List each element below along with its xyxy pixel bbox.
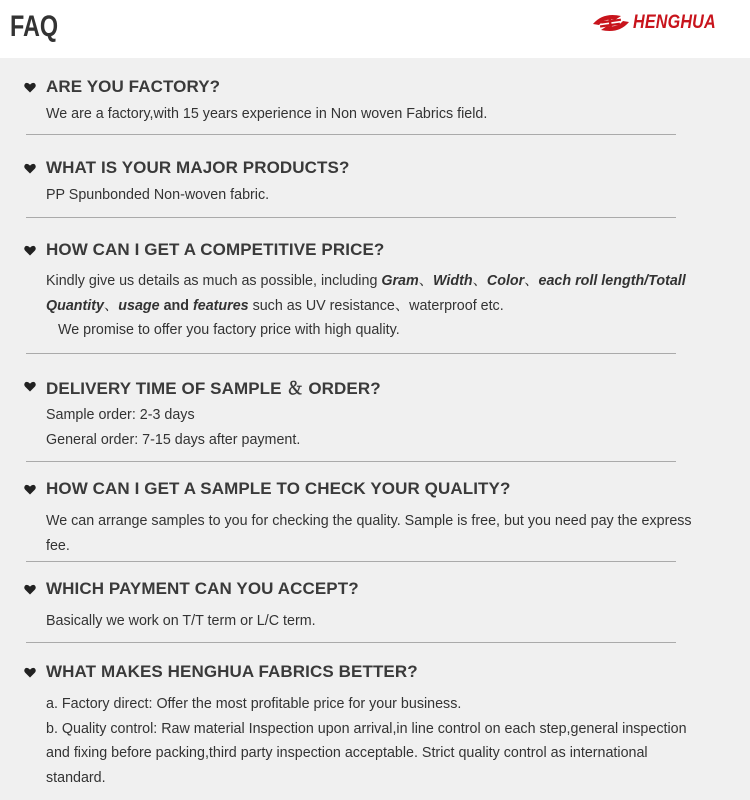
heart-bullet-icon [24,163,36,174]
answer-keyword: features [192,297,249,314]
faq-question: HOW CAN I GET A COMPETITIVE PRICE? [46,240,385,259]
faq-question-row [24,374,381,399]
faq-question: DELIVERY TIME OF SAMPLE ＆ ORDER? [46,379,381,398]
answer-line: b. Quality control: Raw material Inspection upon arrival,in line control on each step,general inspection and fixing before packing,third party inspection acceptable. Strict quality control as international standard. [46,720,687,786]
faq-question-row [24,662,418,682]
faq-question: HOW CAN I GET A SAMPLE TO CHECK YOUR QUALITY? [46,479,511,498]
brand-name: HENGHUA [632,12,716,33]
faq-question-row [24,158,349,178]
faq-question: WHAT MAKES HENGHUA FABRICS BETTER? [46,662,418,681]
answer-keyword: Gram [381,273,419,289]
heart-bullet-icon [24,245,36,256]
page-title: FAQ [10,10,59,43]
answer-keyword: usage [118,297,160,314]
answer-line: Basically we work on T/T term or L/C term. [46,613,316,629]
henghua-logo-icon [591,10,631,36]
faq-answer [46,509,711,558]
heart-bullet-icon [24,484,36,495]
faq-question-row [24,77,220,97]
heart-bullet-icon [24,381,36,392]
answer-line: PP Spunbonded Non-woven fabric. [46,187,270,203]
answer-text: such as UV resistance、waterproof etc. [248,297,504,314]
faq-question-row [24,240,384,260]
faq-question: WHICH PAYMENT CAN YOU ACCEPT? [46,579,359,598]
faq-answer [46,403,711,452]
answer-keyword: Color [486,273,525,289]
heart-bullet-icon [24,667,36,678]
answer-separator: 、 [418,273,434,289]
answer-line: Sample order: 2-3 days [46,407,195,423]
divider [26,353,676,354]
faq-answer [46,102,711,127]
answer-line: We promise to offer you factory price with high quality. [58,322,400,338]
divider [26,561,676,562]
faq-question: WHAT IS YOUR MAJOR PRODUCTS? [46,158,350,177]
divider [26,134,676,135]
divider [26,461,676,462]
answer-line: We can arrange samples to you for checking the quality. Sample is free, but you need pay the express fee. [46,513,692,554]
faq-answer [46,183,711,208]
answer-separator: 、 [524,273,539,289]
faq-question-row [24,479,510,499]
faq-answer [46,692,711,790]
divider [26,217,676,218]
answer-keyword: each roll length/Totall Quantity [46,273,686,314]
answer-separator: 、 [472,273,487,289]
page-header [0,0,750,58]
answer-text: Kindly give us details as much as possible, including [46,273,382,289]
heart-bullet-icon [24,584,36,595]
heart-bullet-icon [24,82,36,93]
answer-line: We are a factory,with 15 years experience in Non woven Fabrics field. [46,106,488,122]
faq-answer [46,269,686,343]
answer-line: General order: 7-15 days after payment. [46,431,301,448]
answer-keyword: Width [433,273,473,289]
faq-question-row [24,579,359,599]
faq-answer [46,609,711,634]
answer-keyword: and [159,297,193,314]
faq-question: ARE YOU FACTORY? [46,77,221,96]
answer-line: a. Factory direct: Offer the most profitable price for your business. [46,696,462,712]
divider [26,642,676,643]
answer-separator: 、 [103,297,119,314]
answer-line [46,269,686,318]
brand[interactable] [591,10,730,36]
